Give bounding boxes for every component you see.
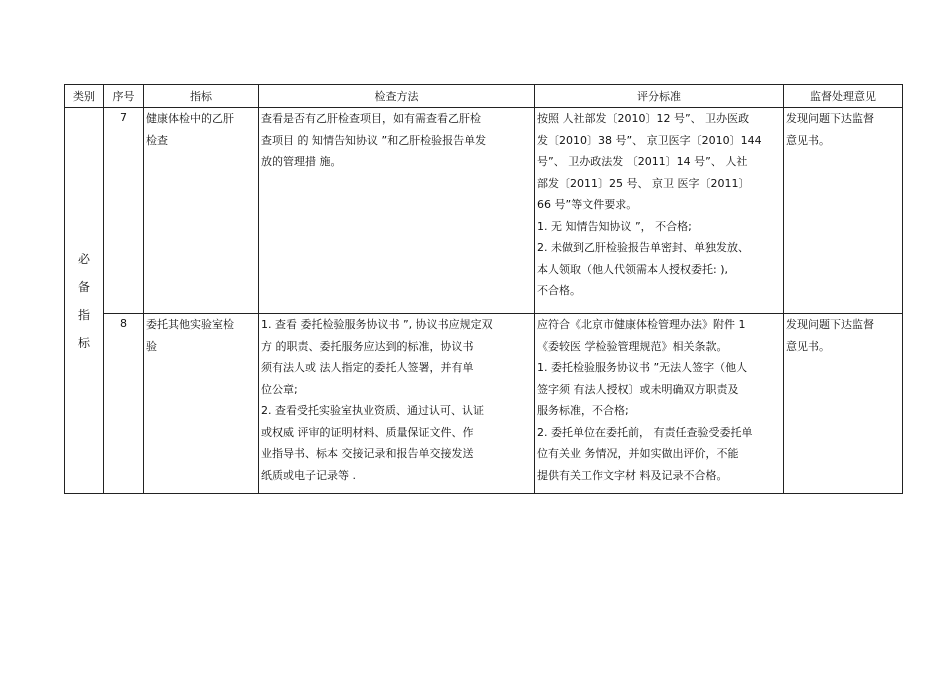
method-line: 业指导书、标本 交接记录和报告单交接发送: [261, 447, 474, 460]
method-line: 查项目 的 知情告知协议 ”和乙肝检验报告单发: [261, 133, 487, 147]
header-standard: 评分标准: [535, 85, 784, 108]
category-char: 备: [77, 279, 90, 294]
standard-line: 部发〔2011〕25 号、 京卫 医字〔2011〕: [537, 176, 750, 190]
opinion-cell: [784, 108, 903, 314]
row-number: 8: [104, 314, 144, 494]
row-number: 7: [104, 108, 144, 314]
standard-line: 位有关业 务情况，并如实做出评价，不能: [537, 447, 739, 460]
opinion-line: 意见书。: [786, 339, 830, 353]
header-indicator: 指标: [144, 85, 259, 108]
category-char: 标: [77, 335, 90, 350]
opinion-line: 发现问题下达监督: [786, 112, 874, 125]
indicator-line: 委托其他实验室检: [146, 318, 234, 331]
standard-line: 签字须 有法人授权〕或未明确双方职责及: [537, 382, 739, 396]
table-row: [65, 108, 903, 314]
opinion-line: 意见书。: [786, 133, 830, 147]
standard-line: 《委较医 学检验管理规范》相关条款。: [537, 339, 728, 353]
table-header-row: [65, 85, 903, 108]
indicator-line: 检查: [146, 133, 168, 147]
method-line: 1. 查看 委托检验服务协议书 ”, 协议书应规定双: [261, 318, 493, 331]
method-line: 方 的职责、委托服务应达到的标准，协议书: [261, 339, 474, 353]
category-char: 指: [77, 307, 90, 322]
standard-line: 发〔2010〕38 号”、 京卫医字〔2010〕144: [537, 133, 762, 147]
table-row: [65, 314, 903, 494]
standard-line: 2. 未做到乙肝检验报告单密封、单独发放、: [537, 241, 749, 254]
standard-line: 服务标准，不合格;: [537, 404, 629, 417]
category-char: 必: [77, 251, 90, 266]
method-cell: [259, 314, 535, 494]
standard-cell: [535, 108, 784, 314]
method-cell: [259, 108, 535, 314]
standard-line: 应符合《北京市健康体检管理办法》附件 1: [537, 318, 746, 331]
inspection-table: [64, 84, 903, 494]
header-category: 类别: [65, 85, 104, 108]
standard-cell: [535, 314, 784, 494]
method-line: 位公章;: [261, 382, 298, 396]
standard-line: 本人领取（他人代领需本人授权委托: ),: [537, 262, 728, 276]
method-line: 查看是否有乙肝检查项目，如有需查看乙肝检: [261, 112, 481, 125]
standard-line: 按照 人社部发〔2010〕12 号”、 卫办医政: [537, 112, 750, 125]
category-cell: [65, 108, 104, 494]
method-line: 2. 查看受托实验室执业资质、通过认可、认证: [261, 404, 484, 417]
indicator-cell: [144, 108, 259, 314]
standard-line: 1. 无 知情告知协议 ”， 不合格;: [537, 219, 692, 233]
method-line: 须有法人或 法人指定的委托人签署，并有单: [261, 361, 474, 374]
standard-line: 2. 委托单位在委托前， 有责任查验受委托单: [537, 425, 753, 439]
header-method: 检查方法: [259, 85, 535, 108]
opinion-line: 发现问题下达监督: [786, 318, 874, 331]
standard-line: 号”、 卫办政法发 〔2011〕14 号”、 人社: [537, 155, 748, 168]
standard-line: 1. 委托检验服务协议书 ”无法人签字（他人: [537, 361, 748, 374]
standard-line: 提供有关工作文字材 料及记录不合格。: [537, 468, 728, 482]
method-line: 或权威 评审的证明材料、质量保证文件、作: [261, 425, 474, 439]
indicator-line: 健康体检中的乙肝: [146, 112, 234, 125]
method-line: 放的管理措 施。: [261, 155, 342, 168]
header-number: 序号: [104, 85, 144, 108]
opinion-cell: [784, 314, 903, 494]
indicator-line: 验: [146, 339, 157, 353]
indicator-cell: [144, 314, 259, 494]
header-opinion: 监督处理意见: [784, 85, 903, 108]
standard-line: 不合格。: [537, 284, 581, 297]
standard-line: 66 号”等文件要求。: [537, 198, 638, 211]
method-line: 纸质或电子记录等 .: [261, 468, 356, 482]
